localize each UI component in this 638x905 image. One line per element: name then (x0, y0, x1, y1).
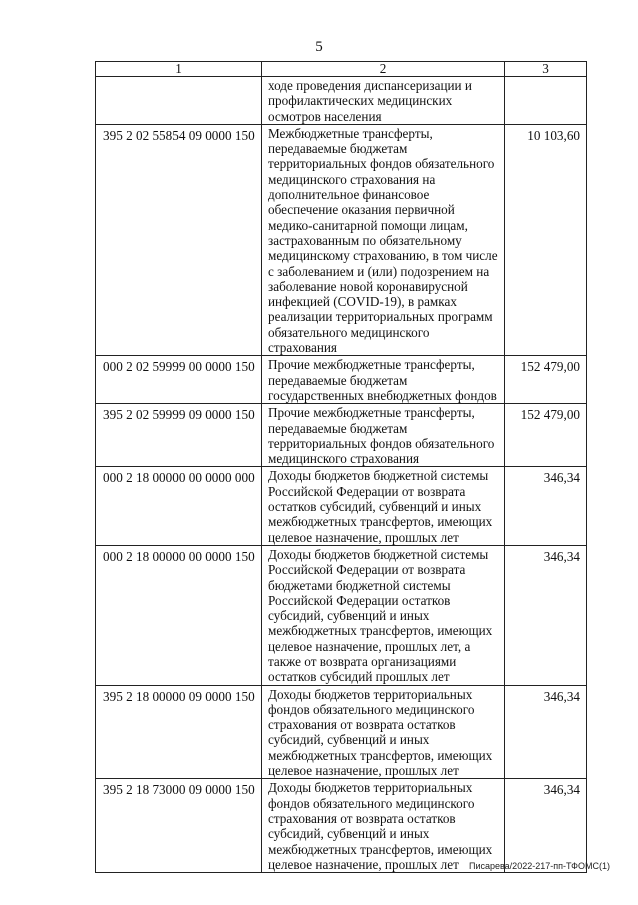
table-row (96, 685, 587, 779)
budget-code: 395 2 18 00000 09 0000 150 (96, 685, 262, 779)
table-row (96, 356, 587, 404)
table-header-row (96, 62, 587, 77)
page-number: 5 (315, 39, 323, 55)
budget-code: 395 2 18 73000 09 0000 150 (96, 779, 262, 873)
row-amount: 346,34 (505, 779, 587, 873)
table-row (96, 124, 587, 355)
budget-code: 000 2 02 59999 00 0000 150 (96, 356, 262, 404)
row-amount: 346,34 (505, 467, 587, 545)
row-amount: 346,34 (505, 545, 587, 685)
document-footer-id: Писарева/2022-217-пп-ТФОМС(1) (468, 861, 610, 871)
row-description: Доходы бюджетов территориальных фондов обязательного медицинского страхования от возврата остатков субсидий, субвенций и иных межбюджетных трансфертов, имеющих целевое назначение, прошлых лет (262, 779, 505, 873)
row-amount: 346,34 (505, 685, 587, 779)
header-cell-2: 2 (262, 62, 505, 77)
row-description: Доходы бюджетов бюджетной системы Российской Федерации от возврата остатков субсидий, субвенций и иных межбюджетных трансфертов, имеющих целевое назначение, прошлых лет (262, 467, 505, 545)
row-amount: 152 479,00 (505, 356, 587, 404)
budget-code: 395 2 02 55854 09 0000 150 (96, 124, 262, 355)
row-description: Прочие межбюджетные трансферты, передаваемые бюджетам территориальных фондов обязательного медицинского страхования (262, 404, 505, 467)
header-cell-1: 1 (96, 62, 262, 77)
row-description: Доходы бюджетов бюджетной системы Российской Федерации от возврата бюджетами бюджетной системы Российской Федерации остатков субсидий, субвенций и иных межбюджетных трансфертов, имеющих целевое назначение, прошлых лет, а также от возврата организациями остатков субсидий прошлых лет (262, 545, 505, 685)
budget-code: 000 2 18 00000 00 0000 000 (96, 467, 262, 545)
table-row (96, 779, 587, 873)
budget-table (95, 61, 587, 873)
budget-code (96, 77, 262, 125)
table-row (96, 404, 587, 467)
row-amount (505, 77, 587, 125)
row-amount: 10 103,60 (505, 124, 587, 355)
row-description: Доходы бюджетов территориальных фондов обязательного медицинского страхования от возврата остатков субсидий, субвенций и иных межбюджетных трансфертов, имеющих целевое назначение, прошлых лет (262, 685, 505, 779)
row-description: Прочие межбюджетные трансферты, передаваемые бюджетам государственных внебюджетных фондов (262, 356, 505, 404)
table-row (96, 467, 587, 545)
budget-code: 395 2 02 59999 09 0000 150 (96, 404, 262, 467)
budget-code: 000 2 18 00000 00 0000 150 (96, 545, 262, 685)
row-amount: 152 479,00 (505, 404, 587, 467)
table-row (96, 77, 587, 125)
table-row (96, 545, 587, 685)
row-description: ходе проведения диспансеризации и профилактических медицинских осмотров населения (262, 77, 505, 125)
header-cell-3: 3 (505, 62, 587, 77)
row-description: Межбюджетные трансферты, передаваемые бюджетам территориальных фондов обязательного медицинского страхования на дополнительное финансовое обеспечение оказания первичной медико-санитарной помощи лицам, застрахованным по обязательному медицинскому страхованию, в том числе с заболеванием и (или) подозрением на заболевание новой коронавирусной инфекцией (COVID-19), в рамках реализации территориальных программ обязательного медицинского страхования (262, 124, 505, 355)
